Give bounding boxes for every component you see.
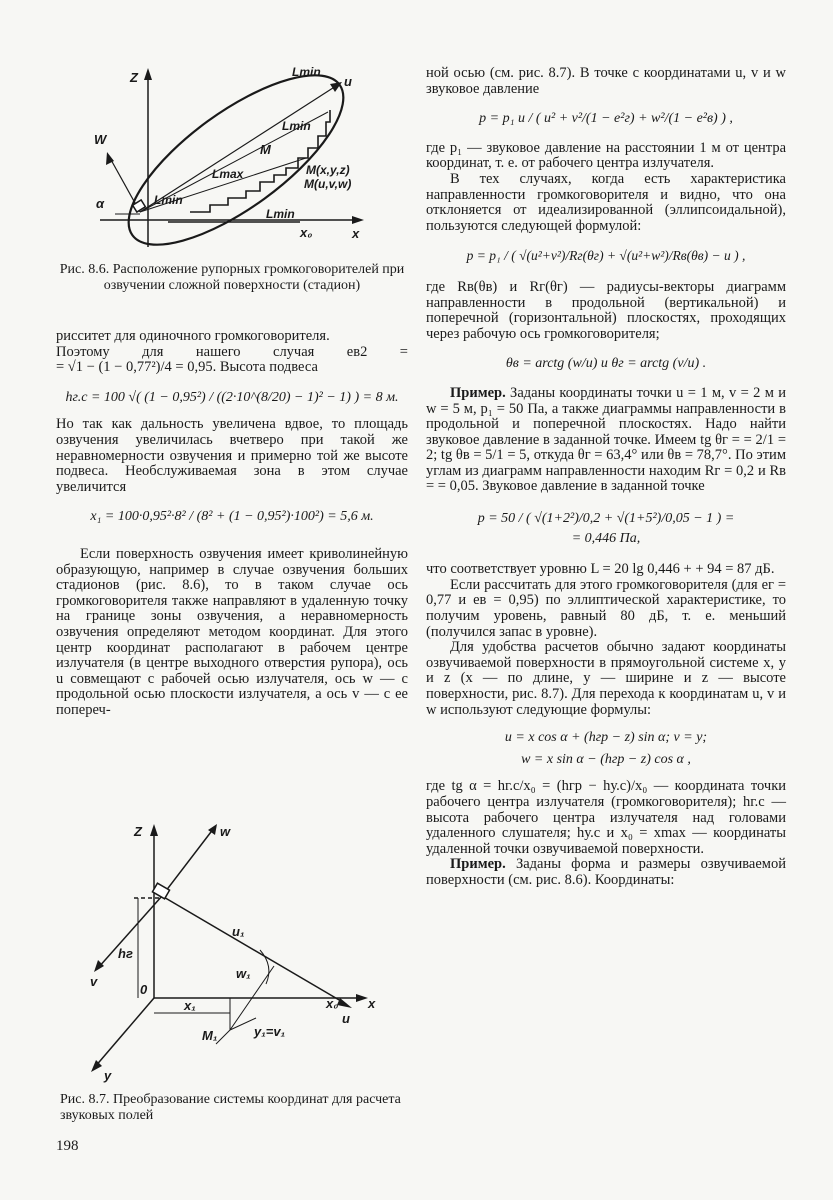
figure-8-7-caption: Рис. 8.7. Преобразование системы координат для расчета звуковых полей bbox=[60, 1092, 401, 1123]
fig87-w1-label: w₁ bbox=[236, 966, 251, 981]
right-paragraph-6: что соответствует уровню L = 20 lg 0,446 + + 94 = 87 дБ. bbox=[426, 561, 775, 578]
right-paragraph-7: Если рассчитать для этого громкоговорителя (для eг = 0,77 и eв = 0,95) по эллиптической характеристике, то получим уровень, равный 80 дБ, т. е. меньший (получился запас в уровне). bbox=[426, 576, 786, 640]
fig86-alpha-label: α bbox=[96, 196, 105, 211]
left-formula-2: x₁ = 100·0,95²·8² / (8² + (1 − 0,95²)·100²) = 5,6 м. bbox=[90, 509, 374, 525]
fig87-u1-label: u₁ bbox=[232, 924, 245, 939]
left-paragraph-2: Но так как дальность увеличена вдвое, то площадь озвучения увеличилась вчетверо при такой же неравномерности озвучения и примерно той же высоте подвеса. Необслуживаемая зона в этом случае увеличится bbox=[56, 416, 408, 495]
fig87-w-label: w bbox=[220, 824, 231, 839]
fig86-lmin-label-3: Lmin bbox=[154, 193, 183, 207]
fig86-m-label: M bbox=[260, 142, 271, 157]
fig86-x-label: x bbox=[352, 226, 360, 241]
example-label-1: Пример. bbox=[450, 384, 506, 401]
right-formula-4: p = 50 / ( √(1+2²)/0,2 + √(1+5²)/0,05 − 1 ) = bbox=[477, 511, 735, 527]
left-column-text-1 bbox=[56, 329, 408, 718]
right-formula-3: θв = arctg (w/u) и θг = arctg (v/u) . bbox=[505, 356, 707, 372]
left-paragraph-1c: = √1 − (1 − 0,77²)/4 = 0,95. Высота подвеса bbox=[56, 359, 318, 376]
fig86-x0-label: x₀ bbox=[300, 225, 313, 240]
right-paragraph-9: где tg α = hг.с/x₀ = (hгр − hу.с)/x₀ — координата точки рабочего центра излучателя (громкоговорителя); hг.с — высота рабочего центра излучателя над головами удаленного слушателя; hу.с и x₀ = xmax — координаты удаленной точки озвучиваемой поверхности. bbox=[426, 778, 786, 857]
example-text-1: Заданы координаты точки u = 1 м, v = 2 м и w = 5 м, p₁ = 50 Па, а также диаграммы направленности в продольной и поперечной плоскостях. Надо найти звуковое давление в заданной точке. Имеем tg θг = = 2/1 = 2; tg θв = 5/1 = 5, откуда θг = 63,4° или θв = 78,7°. По этим углам из диаграмм направленности находим Rг = 0,2 и Rв = = 0,05. Звуковое давление в заданной точке bbox=[426, 384, 786, 495]
fig86-lmin-label-1: Lmin bbox=[292, 65, 321, 79]
fig87-z-label: Z bbox=[134, 824, 142, 839]
fig87-y1v1-label: y₁=v₁ bbox=[254, 1024, 286, 1039]
fig87-y-label: y bbox=[104, 1068, 112, 1083]
fig86-lmax-label: Lmax bbox=[212, 167, 244, 181]
right-formula-5: u = x cos α + (hгр − z) sin α; v = y; bbox=[504, 730, 708, 746]
right-paragraph-8: Для удобства расчетов обычно задают координаты озвучиваемой поверхности в прямоугольной системе x, y и z (x — по длине, y — ширине и z — высоте поверхности, рис. 8.7). Для перехода к координатам u, v и w используют следующие формулы: bbox=[426, 639, 786, 718]
fig87-x0-label: x₀ bbox=[326, 996, 339, 1011]
fig87-v-label: v bbox=[90, 974, 98, 989]
right-formula-2: p = p₁ / ( √(u²+v²)/Rг(θг) + √(u²+w²)/Rв(θв) − u ) , bbox=[466, 248, 746, 264]
right-paragraph-4: где Rв(θв) и Rг(θг) — радиусы-векторы диаграмм направленности в продольной (вертикальной) и поперечной (горизонтальной) плоскостях, проходящих через рабочую ось громкоговорителя; bbox=[426, 278, 786, 342]
right-paragraph-2: где p₁ — звуковое давление на расстоянии 1 м от центра координат, т. е. от рабочего центра излучателя. bbox=[426, 139, 786, 172]
left-paragraph-1b: Поэтому для нашего случая eв2 = bbox=[56, 343, 408, 360]
figure-8-6-drawing bbox=[60, 62, 380, 252]
example-label-2: Пример. bbox=[450, 856, 506, 873]
fig86-z-label: Z bbox=[130, 70, 138, 85]
right-paragraph-1: ной осью (см. рис. 8.7). В точке с координатами u, v и w звуковое давление bbox=[426, 65, 786, 97]
fig86-w-label: W bbox=[94, 132, 107, 147]
figure-8-7-drawing bbox=[84, 818, 384, 1088]
right-paragraph-3: В тех случаях, когда есть характеристика направленности громкоговорителя и видно, что она отклоняется от идеализированной (эллипсоидальной), пользуются следующей формулой: bbox=[426, 170, 786, 234]
fig86-muvw-label: M(u,v,w) bbox=[304, 177, 352, 191]
figure-8-6-caption: Рис. 8.6. Расположение рупорных громкоговорителей при озвучении сложной поверхности (стадион) bbox=[59, 262, 405, 293]
left-paragraph-3: Если поверхность озвучения имеет криволинейную образующую, например в случае озвучения больших стадионов (рис. 8.6), то в таком случае ось громкоговорителя также направляют в удаленную точку на границе зоны озвучения, а неравномерность озвучения определяют методом координат. Для этого центр координат располагают в рабочем центре излучателя (в центре выходного отверстия рупора), ось u совмещают с рабочей осью излучателя, ось w — с продольной осью плоскости излучателя, а ось v — с ее попереч- bbox=[56, 545, 408, 718]
fig87-hr-label: hг bbox=[118, 946, 133, 961]
left-formula-1: hг.с = 100 √( (1 − 0,95²) / ((2·10^(8/20) − 1)² − 1) ) = 8 м. bbox=[65, 389, 399, 405]
right-formula-6: w = x sin α − (hгр − z) cos α , bbox=[521, 751, 691, 767]
right-paragraph-5 bbox=[426, 386, 786, 495]
example-text-2: Заданы форма и размеры озвучиваемой поверхности (см. рис. 8.6). Координаты: bbox=[426, 856, 786, 888]
right-formula-1: p = p₁ u / ( u² + v²/(1 − e²г) + w²/(1 − e²в) ) , bbox=[479, 111, 733, 127]
fig86-mxyz-label: M(x,y,z) bbox=[306, 163, 350, 177]
left-paragraph-1a: рисситет для одиночного громкоговорителя. bbox=[56, 328, 330, 344]
right-column-text bbox=[426, 66, 786, 889]
fig86-u-label: u bbox=[344, 74, 352, 89]
page-number: 198 bbox=[56, 1138, 79, 1154]
fig87-origin-label: 0 bbox=[140, 982, 148, 997]
fig87-u-label: u bbox=[342, 1011, 350, 1026]
fig87-x-label: x bbox=[368, 996, 376, 1011]
right-formula-4b: = 0,446 Па, bbox=[571, 530, 641, 546]
right-paragraph-10 bbox=[426, 857, 786, 888]
fig86-lmin-label-2: Lmin bbox=[282, 119, 311, 133]
fig87-x1-label: x₁ bbox=[184, 998, 196, 1013]
fig86-lmin-label-4: Lmin bbox=[266, 207, 295, 221]
fig87-m1-label: M₁ bbox=[202, 1028, 218, 1043]
figure-8-7 bbox=[84, 818, 384, 1088]
figure-8-6 bbox=[60, 62, 380, 252]
